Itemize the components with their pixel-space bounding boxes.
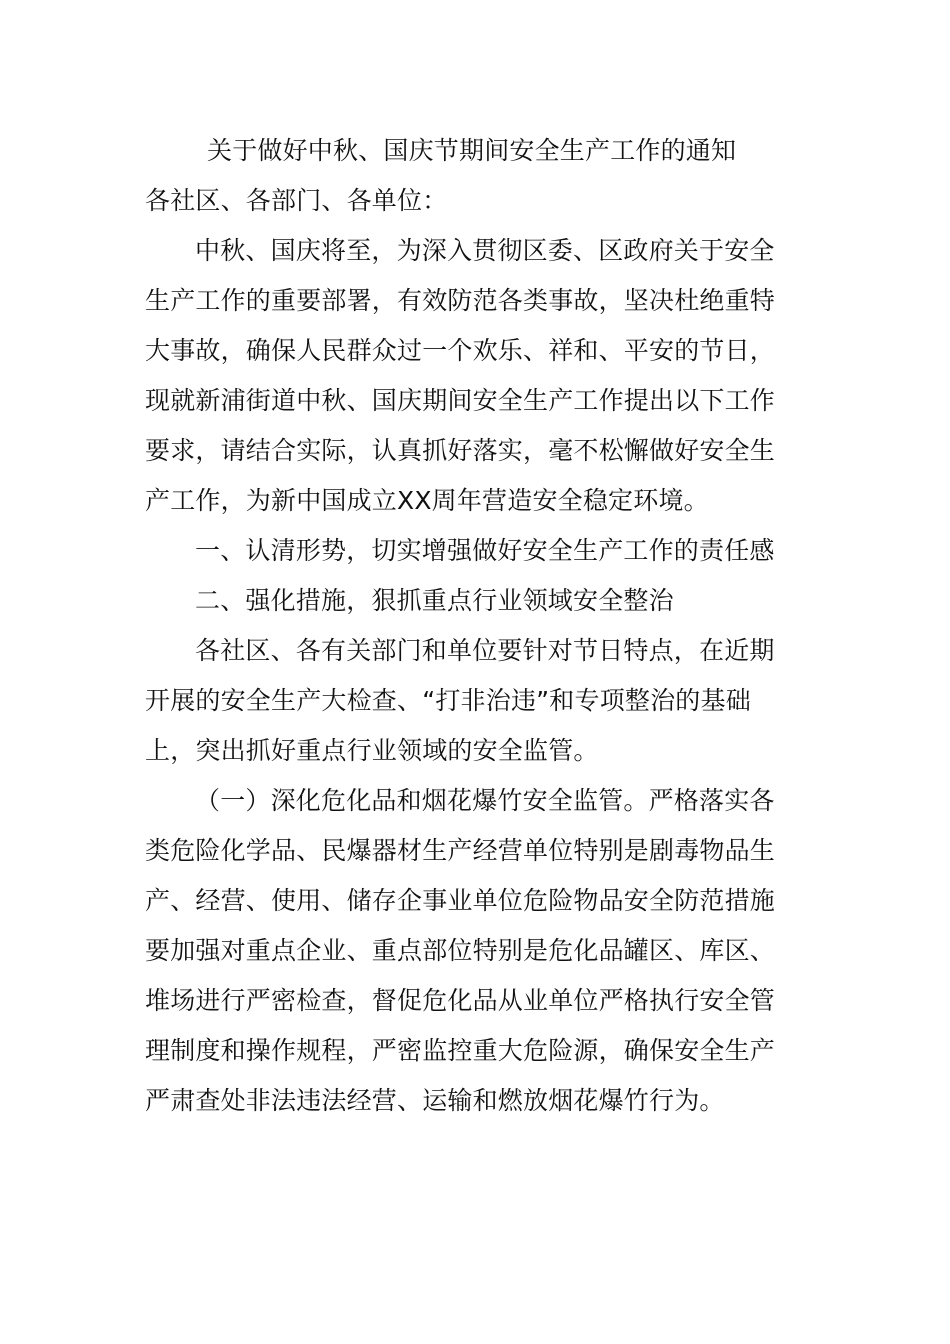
paragraph-3-line-4: 要加强对重点企业、重点部位特别是危化品罐区、库区、 (145, 936, 776, 965)
paragraph-1-line-4: 现就新浦街道中秋、国庆期间安全生产工作提出以下工作 (145, 386, 776, 415)
paragraph-1-line-1: 中秋、国庆将至，为深入贯彻区委、区政府关于安全 (195, 236, 775, 265)
paragraph-3-line-2: 类危险化学品、民爆器材生产经营单位特别是剧毒物品生 (145, 836, 776, 865)
paragraph-3-line-6: 理制度和操作规程，严密监控重大危险源，确保安全生产 (145, 1036, 776, 1065)
paragraph-3-line-5: 堆场进行严密检查，督促危化品从业单位严格执行安全管 (145, 986, 776, 1015)
section-heading-2: 二、强化措施，狠抓重点行业领域安全整治 (195, 586, 674, 615)
paragraph-1-line-6: 产工作，为新中国成立XX周年营造安全稳定环境。 (145, 486, 709, 515)
section-heading-1: 一、认清形势，切实增强做好安全生产工作的责任感 (195, 536, 775, 565)
document-title: 关于做好中秋、国庆节期间安全生产工作的通知 (207, 136, 737, 165)
paragraph-1-line-5: 要求，请结合实际，认真抓好落实，毫不松懈做好安全生 (145, 436, 776, 465)
paragraph-3-line-7: 严肃查处非法违法经营、运输和燃放烟花爆竹行为。 (145, 1086, 725, 1115)
paragraph-1-line-3: 大事故，确保人民群众过一个欢乐、祥和、平安的节日， (145, 336, 776, 365)
paragraph-3-line-1: （一）深化危化品和烟花爆竹安全监管。严格落实各 (195, 786, 775, 815)
paragraph-2-line-2: 开展的安全生产大检查、“打非治违”和专项整治的基础 (145, 686, 751, 715)
paragraph-2-line-3: 上，突出抓好重点行业领域的安全监管。 (145, 736, 599, 765)
salutation: 各社区、各部门、各单位： (145, 186, 448, 215)
paragraph-1-line-2: 生产工作的重要部署，有效防范各类事故，坚决杜绝重特 (145, 286, 776, 315)
paragraph-3-line-3: 产、经营、使用、储存企事业单位危险物品安全防范措施 (145, 886, 776, 915)
paragraph-2-line-1: 各社区、各有关部门和单位要针对节日特点，在近期 (195, 636, 775, 665)
